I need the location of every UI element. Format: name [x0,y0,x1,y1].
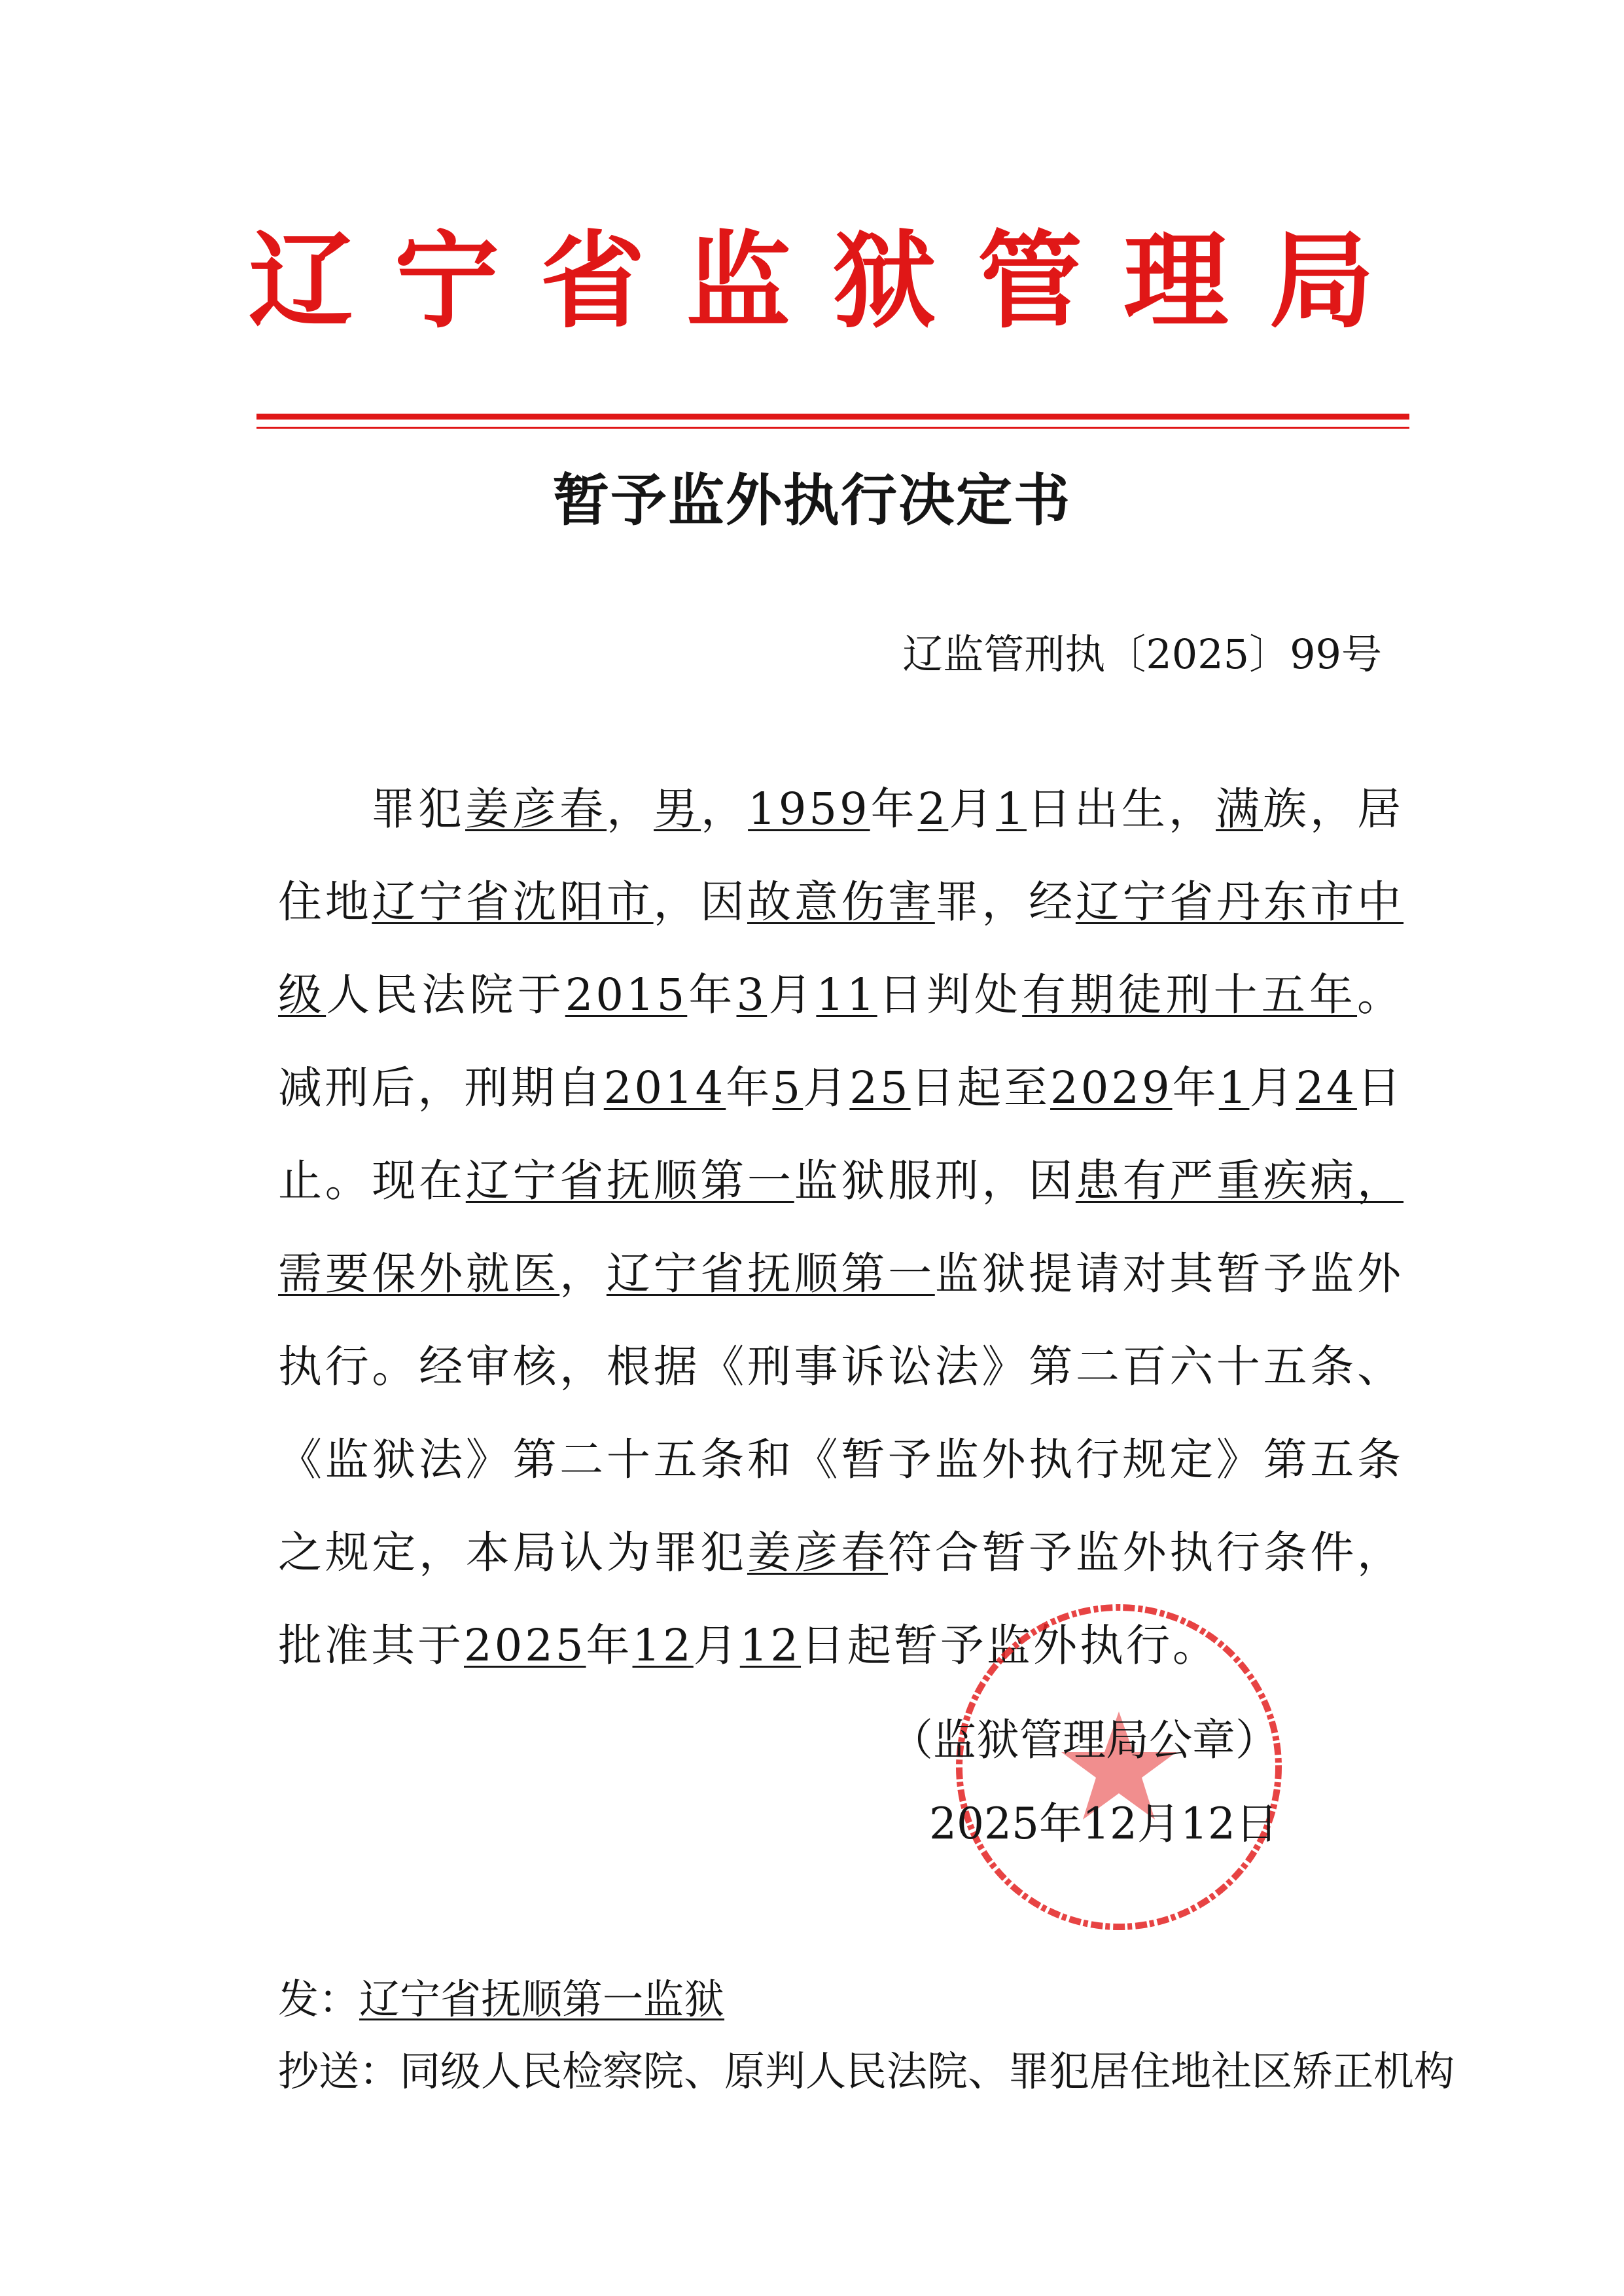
court: 辽宁省丹东市中级 [278,876,1404,1020]
decision-body [278,762,1403,1692]
body-text: 罪犯 [371,783,466,834]
document-title: 暂予监外执行决定书 [553,468,1071,533]
birth-day: 1 [996,783,1027,834]
body-text: 年 [687,969,737,1020]
letterhead-char: 宁 [394,220,499,342]
letterhead-char: 省 [540,220,645,342]
body-text: 月 [767,969,817,1020]
body-text: 日起至 [910,1062,1051,1113]
body-text: 日止。现在 [278,1062,1404,1206]
prisoner-gender: 男 [654,783,701,834]
birth-year: 1959 [748,783,870,834]
term-end-year: 2029 [1050,1062,1173,1113]
issue-date: 2025年12月12日 [929,1799,1279,1849]
letterhead-title [249,196,1374,367]
decision-paragraph [278,762,1403,1692]
body-text: 符合暂予监外执行条件，批准其于 [278,1527,1404,1671]
cc-label: 抄送： [278,2047,400,2095]
seal-label: （监狱管理局公章） [890,1715,1279,1765]
residence: 辽宁省沈阳市 [372,876,654,927]
body-text: 日判处 [877,969,1023,1020]
letterhead-char: 局 [1269,220,1374,342]
birth-month: 2 [917,783,949,834]
judgment-day: 11 [816,969,877,1020]
ethnicity: 满 [1216,783,1263,834]
prisoner-name: 姜彦春 [465,783,607,834]
judgment-month: 3 [736,969,768,1020]
body-text: 年 [586,1620,633,1671]
letterhead-divider-thin [256,427,1409,429]
letterhead-char: 辽 [249,220,354,342]
body-text: 年 [726,1062,773,1113]
sentence: 有期徒刑十五年 [1022,969,1358,1020]
body-text: ， [559,1248,607,1299]
term-start-month: 5 [772,1062,803,1113]
body-text: ，因 [653,876,747,927]
term-start-year: 2014 [603,1062,726,1113]
body-text: 年 [1172,1062,1219,1113]
body-text: 月 [948,783,997,834]
cc-targets: 同级人民检察院、原判人民法院、罪犯居住地社区矫正机构 [400,2047,1455,2095]
term-end-month: 1 [1218,1062,1250,1113]
body-text: 日起暂予监外执行。 [801,1620,1220,1671]
term-end-day: 24 [1296,1062,1357,1113]
body-text: 人民法院于 [326,969,565,1020]
body-text: 月 [693,1620,740,1671]
distribution-line [278,1967,1430,2025]
letterhead-divider-thick [256,414,1409,420]
letterhead-char: 管 [978,220,1083,342]
body-text: 族，居住地 [278,783,1404,927]
body-text: 。减刑后，刑期自 [278,969,1404,1113]
crime: 故意伤害 [747,876,935,927]
letterhead-char: 监 [686,220,791,342]
reason: 患有严重疾病，需要保外就医 [278,1155,1404,1299]
body-text: 监狱服刑，因 [794,1155,1076,1206]
body-text: 监狱提请对其暂予监外执行。经审核，根据《刑事诉讼法》第二百六十五条、《监狱法》第二十五条和《暂予监外执行规定》第五条之规定，本局认为罪犯 [278,1248,1404,1578]
prison: 辽宁省抚顺第一 [465,1155,794,1206]
effective-month: 12 [632,1620,694,1671]
term-start-day: 25 [849,1062,911,1113]
body-text: 年 [870,783,918,834]
cc-line [278,2039,1455,2097]
signature-block [890,1698,1282,1866]
distribution-label: 发： [278,1975,360,2023]
requesting-prison: 辽宁省抚顺第一 [606,1248,935,1299]
body-text: ， [607,783,654,834]
distribution-target: 辽宁省抚顺第一监狱 [359,1975,725,2023]
letterhead-char: 理 [1123,220,1229,342]
body-text: 月 [1249,1062,1296,1113]
body-text: 月 [803,1062,850,1113]
body-text: ， [701,783,749,834]
effective-year: 2025 [464,1620,586,1671]
body-text: 日出生， [1026,783,1216,834]
prisoner-name: 姜彦春 [747,1527,889,1578]
effective-day: 12 [739,1620,802,1671]
document-number: 辽监管刑执〔2025〕99号 [902,630,1382,678]
letterhead-char: 狱 [832,220,937,342]
body-text: 罪，经 [934,876,1076,927]
judgment-year: 2015 [565,969,688,1020]
